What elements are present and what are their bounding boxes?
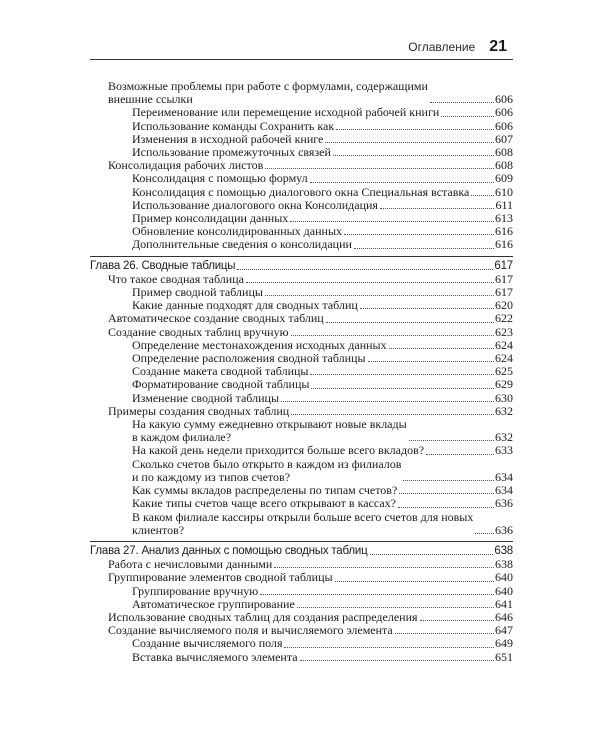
dot-leader <box>471 195 494 196</box>
toc-entry-page: 629 <box>495 377 513 392</box>
toc-entry-page: 640 <box>495 570 513 585</box>
toc-entry-page: 610 <box>495 184 513 199</box>
dot-leader <box>409 440 494 441</box>
toc-entry-page: 611 <box>495 197 513 212</box>
toc-entry-label: Какие типы счетов чаще всего открывают в кассах? <box>132 496 396 511</box>
toc-entry-label: Глава 27. Анализ данных с помощью сводных таблиц <box>90 544 368 557</box>
dot-leader <box>475 533 494 534</box>
toc-entry-label: Создание сводных таблиц вручную <box>108 324 289 339</box>
dot-leader <box>398 507 494 508</box>
toc-entry-label: Консолидация рабочих листов <box>108 158 264 173</box>
dot-leader <box>290 221 494 222</box>
toc-entry-page: 633 <box>495 443 513 458</box>
toc-entry-page: 606 <box>495 105 513 120</box>
toc-entry-page: 625 <box>495 364 513 379</box>
toc-entry-page: 647 <box>495 623 513 638</box>
dot-leader <box>403 480 494 481</box>
toc-entry-label: Вставка вычисляемого элемента <box>132 649 298 664</box>
toc-entry[interactable] <box>90 637 513 650</box>
toc-entry-page: 606 <box>495 118 513 133</box>
toc-entry-page: 622 <box>495 311 513 326</box>
dot-leader <box>344 234 494 235</box>
toc-entry[interactable] <box>90 172 513 185</box>
toc-entry-label: Создание вычисляемого поля и вычисляемого элемента <box>108 623 393 638</box>
toc-entry-label: Переименование или перемещение исходной рабочей книги <box>132 105 440 120</box>
toc-entry[interactable] <box>90 80 513 106</box>
dot-leader <box>291 335 494 336</box>
page-number: 21 <box>489 38 507 55</box>
toc-entry[interactable] <box>90 571 513 584</box>
toc-entry[interactable] <box>90 186 513 199</box>
toc-entry-label: Определение расположения сводной таблицы <box>132 351 366 366</box>
toc-entry-label: Консолидация с помощью диалогового окна Специальная вставка <box>132 184 470 199</box>
toc-entry-page: 624 <box>495 351 513 366</box>
section-title: Оглавление <box>408 40 476 54</box>
toc-entry-page: 613 <box>495 211 513 226</box>
running-head <box>408 38 507 56</box>
toc-entry[interactable] <box>90 326 513 339</box>
toc-entry-label: На какой день недели приходится больше всего вкладов? <box>132 443 425 458</box>
toc-entry-label: Какие данные подходят для сводных таблиц <box>132 298 358 313</box>
dot-leader <box>310 182 494 183</box>
toc-entry[interactable] <box>90 238 513 251</box>
toc-entry-page: 638 <box>495 557 513 572</box>
toc-entry-page: 608 <box>495 158 513 173</box>
toc-entry-page: 636 <box>495 522 513 537</box>
toc-entry-label: Глава 26. Сводные таблицы <box>90 259 236 272</box>
dot-leader <box>281 401 494 402</box>
toc-entry-label: Использование команды Сохранить как <box>132 118 335 133</box>
toc-entry[interactable] <box>90 106 513 119</box>
toc-entry-page: 606 <box>495 92 513 107</box>
toc-entry-label: Изменения в исходной рабочей книге <box>132 131 324 146</box>
toc-entry-label: Обновление консолидированных данных <box>132 224 343 239</box>
toc-entry-page: 640 <box>495 583 513 598</box>
toc-entry-label: Форматирование сводной таблицы <box>132 377 310 392</box>
dot-leader <box>260 594 494 595</box>
table-of-contents <box>90 80 513 664</box>
dot-leader <box>426 454 494 455</box>
dot-leader <box>297 607 494 608</box>
toc-entry-label: Группирование элементов сводной таблицы <box>108 570 333 585</box>
dot-leader <box>311 388 494 389</box>
toc-entry-page: 632 <box>495 403 513 418</box>
toc-entry-page: 616 <box>495 237 513 252</box>
dot-leader <box>335 581 494 582</box>
dot-leader <box>300 660 494 661</box>
toc-entry[interactable] <box>90 585 513 598</box>
toc-entry-label: В каком филиале кассиры открыли больше всего счетов для новых клиентов? <box>132 509 474 537</box>
toc-entry-label: Пример сводной таблицы <box>132 285 263 300</box>
toc-entry-page: 634 <box>495 469 513 484</box>
dot-leader <box>274 567 494 568</box>
toc-entry-page: 623 <box>495 324 513 339</box>
dot-leader <box>237 269 493 270</box>
toc-entry-page: 609 <box>495 171 513 186</box>
toc-entry-label: Создание вычисляемого поля <box>132 636 283 651</box>
toc-entry-label: Дополнительные сведения о консолидации <box>132 237 352 252</box>
toc-entry-label: Сколько счетов было открыто в каждом из филиалов и по каждому из типов счетов? <box>132 456 402 484</box>
toc-entry-page: 608 <box>495 145 513 160</box>
toc-entry-page: 641 <box>495 596 513 611</box>
dot-leader <box>370 554 494 555</box>
toc-entry-label: Автоматическое создание сводных таблиц <box>108 311 324 326</box>
toc-entry-page: 620 <box>495 298 513 313</box>
dot-leader <box>291 414 494 415</box>
dot-leader <box>420 620 494 621</box>
chapter-divider <box>90 541 513 542</box>
dot-leader <box>389 348 494 349</box>
header-rule <box>90 59 513 60</box>
toc-entry-page: 646 <box>495 609 513 624</box>
toc-entry-label: Примеры создания сводных таблиц <box>108 403 290 418</box>
toc-entry-label: На какую сумму ежедневно открывают новые вклады в каждом филиале? <box>132 417 407 445</box>
toc-entry-page: 617 <box>495 285 513 300</box>
toc-entry-page: 638 <box>494 544 513 557</box>
toc-entry-label: Создание макета сводной таблицы <box>132 364 309 379</box>
toc-entry-page: 630 <box>495 390 513 405</box>
dot-leader <box>310 374 494 375</box>
toc-entry-page: 617 <box>494 259 513 272</box>
toc-entry[interactable] <box>90 312 513 325</box>
toc-entry[interactable] <box>90 378 513 391</box>
dot-leader <box>368 361 494 362</box>
toc-entry-label: Работа с нечисловыми данными <box>108 557 273 572</box>
toc-entry-label: Что такое сводная таблица <box>108 271 244 286</box>
dot-leader <box>441 116 494 117</box>
toc-entry[interactable] <box>90 651 513 664</box>
toc-entry[interactable] <box>90 598 513 611</box>
toc-entry-page: 607 <box>495 131 513 146</box>
toc-entry-page: 634 <box>495 483 513 498</box>
toc-entry-page: 632 <box>495 430 513 445</box>
toc-entry-page: 624 <box>495 337 513 352</box>
toc-entry-label: Как суммы вкладов распределены по типам счетов? <box>132 483 398 498</box>
toc-entry-label: Определение местонахождения исходных данных <box>132 337 387 352</box>
toc-entry-page: 649 <box>495 636 513 651</box>
toc-entry-page: 617 <box>495 271 513 286</box>
dot-leader <box>265 295 494 296</box>
dot-leader <box>360 308 494 309</box>
dot-leader <box>325 142 494 143</box>
dot-leader <box>326 322 494 323</box>
dot-leader <box>354 248 494 249</box>
toc-entry[interactable] <box>90 497 513 510</box>
toc-entry[interactable] <box>90 120 513 133</box>
toc-entry-label: Пример консолидации данных <box>132 211 289 226</box>
toc-entry[interactable] <box>90 458 513 484</box>
dot-leader <box>284 647 494 648</box>
toc-entry[interactable] <box>90 392 513 405</box>
toc-entry-label: Возможные проблемы при работе с формулами, содержащими внешние ссылки <box>108 79 428 107</box>
toc-entry-label: Консолидация с помощью формул <box>132 171 308 186</box>
toc-entry[interactable] <box>90 511 513 537</box>
toc-entry[interactable] <box>90 444 513 457</box>
dot-leader <box>395 633 494 634</box>
toc-entry-label: Использование диалогового окна Консолидация <box>132 197 378 212</box>
dot-leader <box>430 102 494 103</box>
toc-entry-page: 636 <box>495 496 513 511</box>
toc-entry-page: 651 <box>495 649 513 664</box>
dot-leader <box>336 129 494 130</box>
dot-leader <box>246 282 494 283</box>
dot-leader <box>399 493 494 494</box>
toc-entry[interactable] <box>90 418 513 444</box>
toc-entry-label: Использование сводных таблиц для создания распределения <box>108 609 418 624</box>
toc-chapter-entry[interactable] <box>90 260 513 273</box>
toc-entry-page: 616 <box>495 224 513 239</box>
dot-leader <box>333 155 494 156</box>
toc-entry-label: Автоматическое группирование <box>132 596 295 611</box>
toc-entry-label: Группирование вручную <box>132 583 259 598</box>
toc-entry-label: Изменение сводной таблицы <box>132 390 280 405</box>
dot-leader <box>380 208 494 209</box>
chapter-divider <box>90 256 513 257</box>
dot-leader <box>265 168 494 169</box>
toc-entry-label: Использование промежуточных связей <box>132 145 331 160</box>
